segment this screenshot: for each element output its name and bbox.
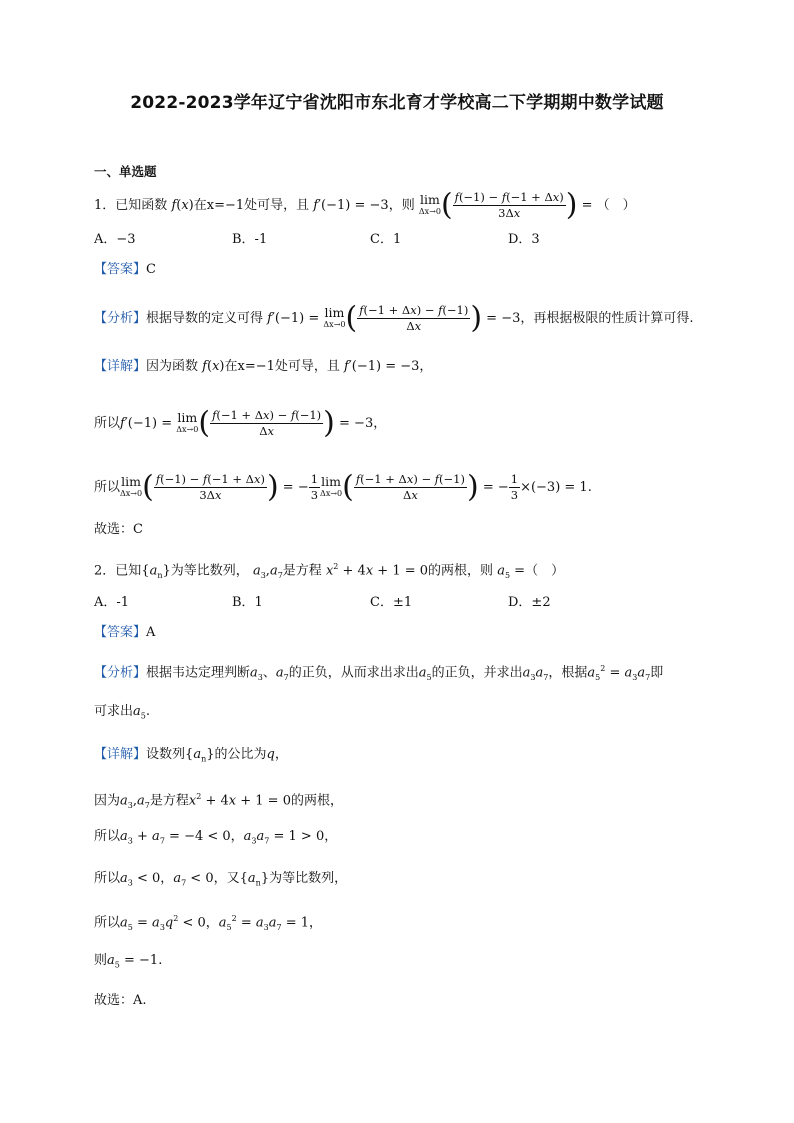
question-1-analysis: 【分析】根据导数的定义可得 f′(−1) = lim Δx→0 ( $\frac{f(-1 + \Delta x) - f(-1)}{\Delta x}$ ) = −3，再根据极限的性质计算可得. [94,300,694,336]
question-1-stem: 1．已知函数 f(x)在x=−1处可导，且 f′(−1) = −3，则 lim Δx→0 ( $\frac{f(-1) - f(-1 + \Delta x)}{3\Delta x}$ ) = （ ） [94,187,636,223]
option-b: B．1 [232,595,263,610]
question-1-detail: 【详解】因为函数 f(x)在x=−1处可导，且 f′(−1) = −3， [94,359,433,374]
question-2-step-1: 因为$a_3,a_7$是方程$x^2 + 4x + 1 = 0$的两根， [94,792,343,810]
question-2-analysis: 【分析】根据韦达定理判断$a_3$、$a_7$的正负，从而求出求出$a_5$的正负，并求出$a_3a_7$，根据$a_5^2 = a_3a_7$即 [94,664,664,682]
question-2-stem: 2．已知$\{a_n\}$为等比数列， $a_3,a_7$是方程 $x^2 + 4x + 1 = 0$的两根，则 $a_5$ =（ ） [94,562,565,580]
option-d: D．±2 [508,595,551,610]
question-1-step-2: 所以 lim Δx→0 ( $\frac{f(-1) - f(-1 + \Delta x)}{3\Delta x}$ ) = − $\frac{1}{3}$ lim Δx→0 ( $\frac{f(-1 + \Delta x) - f(-1)}{\Delta x}$ ) = − $\frac{1}{3}$ ×(−3) = 1. [94,469,592,505]
question-2-conclusion: 故选：A. [94,993,147,1008]
document-title: 2022-2023学年辽宁省沈阳市东北育才学校高二下学期期中数学试题 [130,93,664,113]
question-2-step-2: 所以$a_3 + a_7 = -4 < 0$，$a_3a_7 = 1 > 0$， [94,829,338,846]
question-1-step-1: 所以f′(−1) = lim Δx→0 ( $\frac{f(-1 + \Delta x) - f(-1)}{\Delta x}$ ) = −3， [94,405,387,441]
question-1-answer: 【答案】C [94,262,156,277]
section-heading: 一、单选题 [94,164,157,179]
option-c: C．1 [370,232,402,247]
question-1-options [94,230,694,250]
question-2-options [94,593,694,613]
option-a: A．−3 [94,232,136,247]
question-2-analysis-cont: 可求出$a_5$. [94,704,151,721]
option-d: D．3 [508,232,540,247]
question-1-conclusion: 故选：C [94,522,143,537]
option-b: B．-1 [232,232,268,247]
question-2-step-4: 所以$a_5 = a_3q^2 < 0$，$a_5^2 = a_3a_7 = 1$， [94,914,323,932]
option-c: C．±1 [370,595,413,610]
question-2-detail: 【详解】设数列$\{a_n\}$的公比为q， [94,747,288,764]
question-2-step-5: 则$a_5 = -1$. [94,953,163,970]
question-2-answer: 【答案】A [94,625,156,640]
question-2-step-3: 所以$a_3 < 0$，$a_7 < 0$，又$\{a_n\}$为等比数列， [94,871,348,888]
option-a: A．-1 [94,595,130,610]
